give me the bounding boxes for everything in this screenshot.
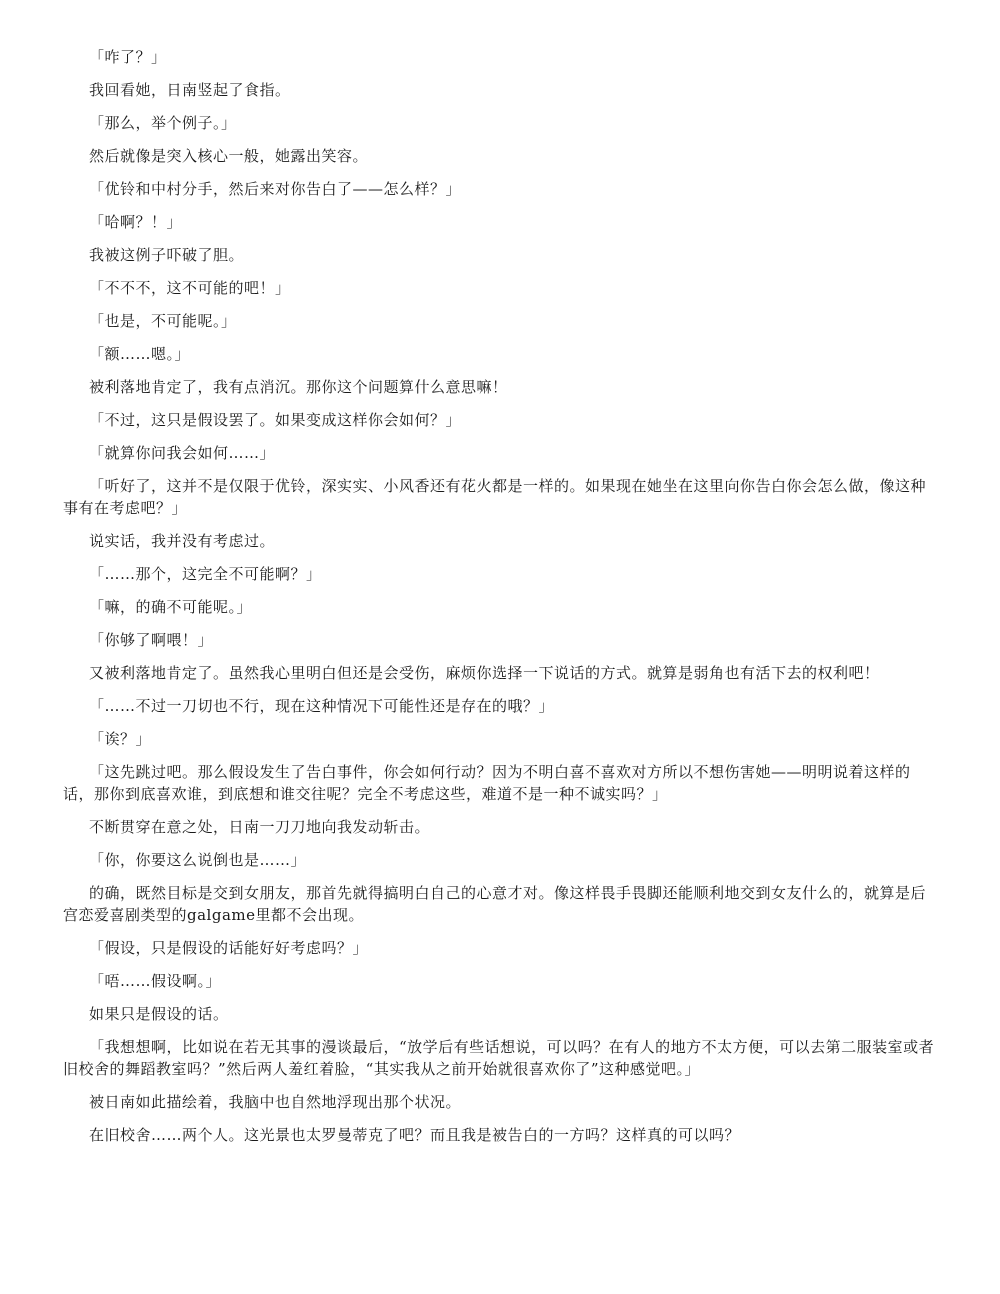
paragraph: 「不不不，这不可能的吧！」: [89, 279, 291, 297]
paragraph: 在旧校舍……两个人。这光景也太罗曼蒂克了吧？而且我是被告白的一方吗？这样真的可以吗？: [89, 1126, 741, 1144]
paragraph: 我被这例子吓破了胆。: [89, 246, 245, 264]
paragraph: 「你，你要这么说倒也是……」: [89, 851, 307, 869]
document-page: [63, 46, 935, 1157]
paragraph: 「……不过一刀切也不行，现在这种情况下可能性还是存在的哦？」: [89, 697, 555, 715]
paragraph: 被利落地肯定了，我有点消沉。那你这个问题算什么意思嘛！: [89, 378, 508, 396]
paragraph: 的确，既然目标是交到女朋友，那首先就得搞明白自己的心意才对。像这样畏手畏脚还能顺利地交到女友什么的，就算是后宫恋爱喜剧类型的galgame里都不会出现。: [63, 884, 927, 924]
paragraph: 「优铃和中村分手，然后来对你告白了——怎么样？」: [89, 180, 462, 198]
paragraph: 「哈啊？！」: [89, 213, 183, 231]
paragraph: 「我想想啊，比如说在若无其事的漫谈最后，“放学后有些话想说，可以吗？在有人的地方不太方便，可以去第二服装室或者旧校舍的舞蹈教室吗？”然后两人羞红着脸，“其实我从之前开始就很喜欢你了”这种感觉吧。」: [63, 1038, 935, 1078]
paragraph: 「诶？」: [89, 730, 152, 748]
paragraph: 「那么，举个例子。」: [89, 114, 237, 132]
paragraph: 我回看她，日南竖起了食指。: [89, 81, 291, 99]
paragraph: 「你够了啊喂！」: [89, 631, 214, 649]
paragraph: 「……那个，这完全不可能啊？」: [89, 565, 322, 583]
paragraph: 「这先跳过吧。那么假设发生了告白事件，你会如何行动？因为不明白喜不喜欢对方所以不想伤害她——明明说着这样的话，那你到底喜欢谁，到底想和谁交往呢？完全不考虑这些，难道不是一种不诚实吗？」: [63, 763, 911, 803]
paragraph: 不断贯穿在意之处，日南一刀刀地向我发动斩击。: [89, 818, 431, 836]
paragraph: 「唔……假设啊。」: [89, 972, 222, 990]
paragraph: 「听好了，这并不是仅限于优铃，深实实、小风香还有花火都是一样的。如果现在她坐在这里向你告白你会怎么做，像这种事有在考虑吧？」: [63, 477, 927, 517]
paragraph: 又被利落地肯定了。虽然我心里明白但还是会受伤，麻烦你选择一下说话的方式。就算是弱角也有活下去的权利吧！: [89, 664, 880, 682]
paragraph: 被日南如此描绘着，我脑中也自然地浮现出那个状况。: [89, 1093, 462, 1111]
paragraph: 「就算你问我会如何……」: [89, 444, 276, 462]
paragraph: 「咋了？」: [89, 48, 167, 66]
paragraph: 说实话，我并没有考虑过。: [89, 532, 276, 550]
paragraph: 「额……嗯。」: [89, 345, 191, 363]
paragraph: 「也是，不可能呢。」: [89, 312, 237, 330]
paragraph: 「嘛，的确不可能呢。」: [89, 598, 253, 616]
paragraph: 「不过，这只是假设罢了。如果变成这样你会如何？」: [89, 411, 462, 429]
paragraph: 「假设，只是假设的话能好好考虑吗？」: [89, 939, 369, 957]
paragraph: 然后就像是突入核心一般，她露出笑容。: [89, 147, 369, 165]
paragraph: 如果只是假设的话。: [89, 1005, 229, 1023]
